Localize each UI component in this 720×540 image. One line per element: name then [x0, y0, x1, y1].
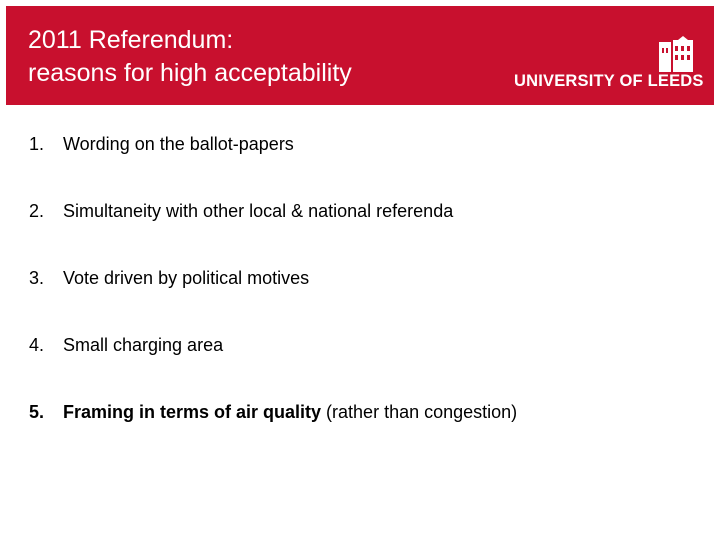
list-item — [29, 130, 709, 197]
list-item-suffix: (rather than congestion) — [321, 402, 518, 422]
list-item — [29, 264, 709, 331]
list-item-text: Vote driven by political motives — [63, 268, 310, 288]
university-logo — [506, 36, 706, 98]
list-item — [29, 197, 709, 264]
list-item-text — [63, 398, 517, 426]
reasons-list — [29, 130, 709, 465]
list-item-number: 5. — [29, 402, 45, 422]
list-item-number: 3. — [29, 268, 45, 288]
list-item-number: 4. — [29, 335, 45, 355]
university-crest-icon — [659, 36, 695, 72]
slide-title-line-1: 2011 Referendum: — [28, 26, 234, 54]
slide-title-line-2: reasons for high acceptability — [28, 59, 352, 87]
slide-header — [6, 6, 714, 105]
list-item-number: 1. — [29, 134, 45, 154]
list-item-emphasis: Framing in terms of air quality — [63, 402, 322, 422]
list-item-text: Small charging area — [63, 335, 224, 355]
list-item — [29, 398, 709, 465]
list-item-number: 2. — [29, 201, 45, 221]
list-item-text: Simultaneity with other local & national referenda — [63, 201, 454, 221]
university-wordmark: UNIVERSITY OF LEEDS — [514, 72, 704, 90]
list-item — [29, 331, 709, 398]
list-item-text: Wording on the ballot-papers — [63, 134, 294, 154]
